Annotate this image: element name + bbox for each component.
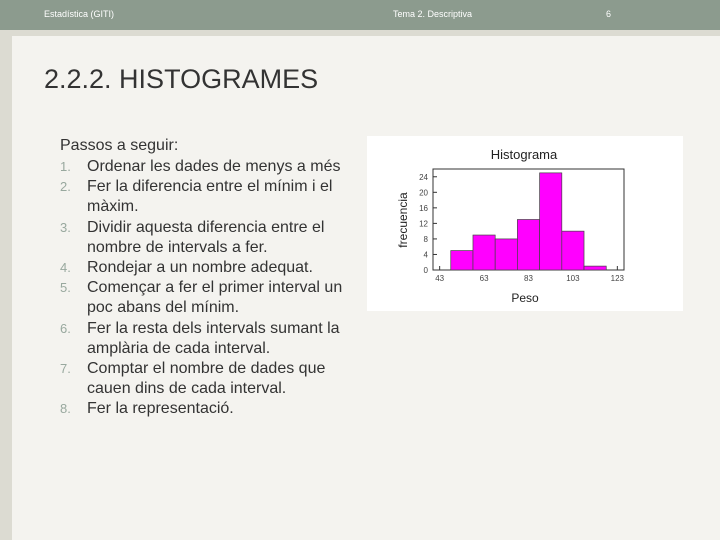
y-tick-label: 16	[419, 203, 428, 213]
list-item	[60, 258, 360, 278]
list-number: 6.	[60, 320, 71, 336]
list-number: 2.	[60, 179, 71, 195]
list-item	[60, 319, 360, 359]
y-tick-label: 12	[419, 219, 428, 229]
steps-intro: Passos a seguir:	[60, 137, 179, 154]
x-tick-label: 63	[479, 274, 489, 283]
list-number: 1.	[60, 159, 71, 174]
histogram-bar	[495, 239, 517, 270]
y-tick-label: 20	[419, 188, 428, 198]
y-tick-label: 8	[423, 234, 428, 244]
list-item	[60, 177, 360, 217]
x-tick-label: 123	[610, 274, 625, 283]
histogram-figure	[367, 136, 683, 311]
histogram-bar	[562, 231, 584, 270]
list-item	[60, 359, 360, 399]
y-axis-label: frecuencia	[396, 192, 410, 248]
list-number: 5.	[60, 280, 71, 296]
list-item-text: Fer la representació.	[87, 400, 234, 418]
list-item	[60, 399, 360, 419]
y-tick-label: 4	[423, 250, 428, 260]
list-number: 8.	[60, 401, 71, 417]
y-tick-label: 0	[423, 266, 428, 275]
y-tick-label: 24	[419, 172, 428, 182]
topic-label: Tema 2. Descriptiva	[393, 9, 473, 19]
list-item-text: Fer la resta dels intervals sumant la amplària de cada interval.	[87, 319, 340, 357]
histogram-bar	[451, 251, 473, 270]
header-bar	[0, 0, 720, 30]
page-title: 2.2.2. HISTOGRAMES	[44, 64, 319, 94]
x-axis-label: Peso	[511, 291, 539, 305]
chart-bars	[451, 173, 606, 270]
list-item	[60, 218, 360, 258]
list-number: 4.	[60, 260, 71, 276]
list-number: 7.	[60, 361, 71, 377]
histogram-bar	[584, 266, 606, 270]
list-item	[60, 278, 360, 318]
list-item	[60, 157, 360, 177]
list-item-text: Ordenar les dades de menys a més	[87, 158, 341, 175]
list-item-text: Començar a fer el primer interval un poc abans del mínim.	[87, 279, 343, 317]
x-tick-label: 103	[566, 274, 580, 283]
histogram-bar	[540, 173, 562, 270]
list-item-text: Fer la diferencia entre el mínim i el màxim.	[87, 178, 333, 216]
histogram-bar	[517, 220, 539, 271]
histogram-bar	[473, 235, 495, 270]
x-tick-label: 43	[435, 274, 445, 283]
chart-title: Histograma	[490, 147, 558, 162]
list-item-text: Rondejar a un nombre adequat.	[87, 259, 313, 277]
list-item-text: Dividir aquesta diferencia entre el nombre de intervals a fer.	[87, 218, 325, 256]
course-label: Estadística (GITI)	[44, 9, 115, 19]
page-number: 6	[606, 9, 612, 19]
histogram-chart	[367, 136, 683, 311]
list-number: 3.	[60, 219, 71, 235]
steps-list	[60, 157, 360, 420]
list-item-text: Comptar el nombre de dades que cauen dins de cada interval.	[87, 360, 326, 398]
x-tick-label: 83	[524, 274, 533, 283]
